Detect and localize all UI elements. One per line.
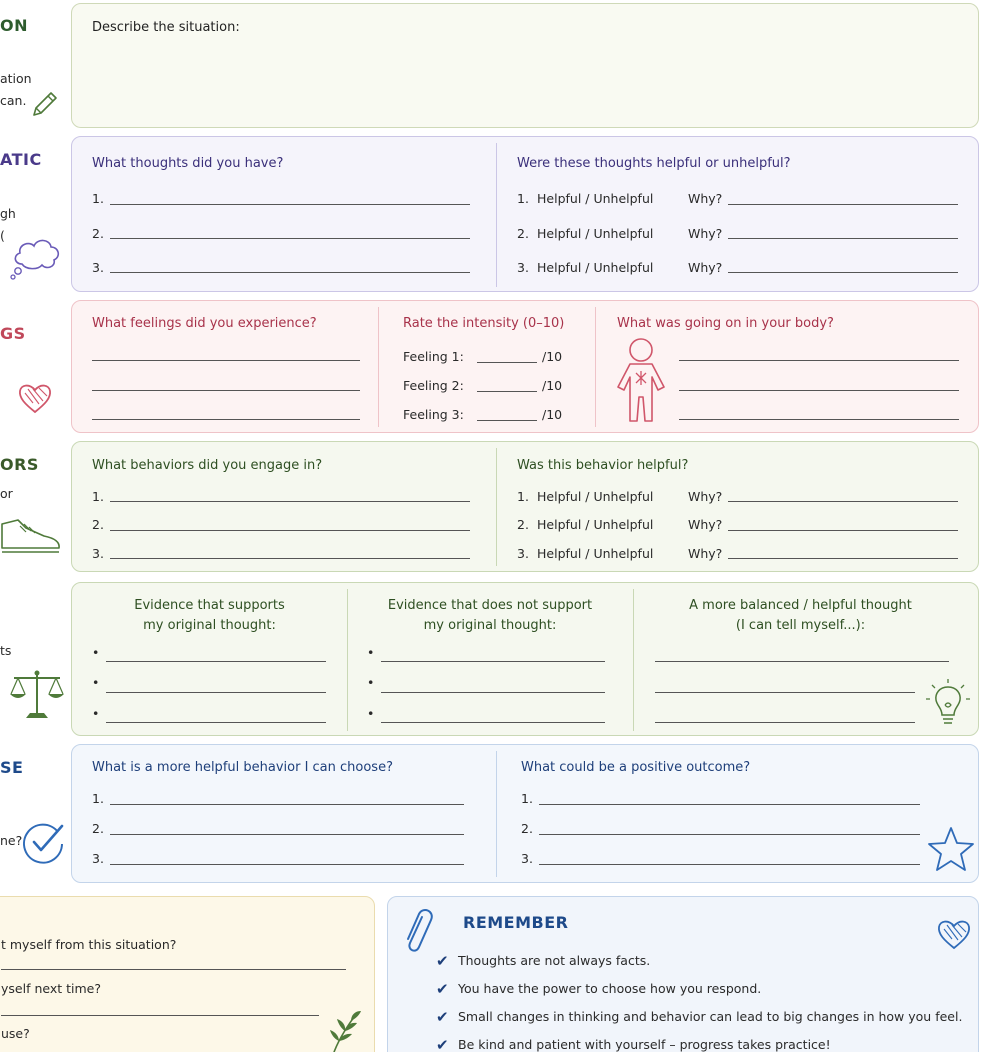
behavior-why-line-3[interactable] xyxy=(728,558,958,559)
choose-title: SE xyxy=(0,758,24,777)
behavior-eval-number-3: 3. xyxy=(517,546,529,561)
evidence-supports-line-1[interactable] xyxy=(106,661,326,662)
feeling-rating-label-3: Feeling 3: xyxy=(403,407,464,422)
behavior-eval-number-1: 1. xyxy=(517,489,529,504)
thought-number-1: 1. xyxy=(92,191,104,206)
remember-item-3: Small changes in thinking and behavior can lead to big changes in how you feel. xyxy=(458,1009,963,1024)
scales-icon xyxy=(8,666,66,722)
thought-helpful-option-3[interactable]: Helpful / Unhelpful xyxy=(537,260,654,275)
behaviors-card xyxy=(71,441,979,572)
thought-cloud-icon xyxy=(8,230,62,282)
thought-why-label-3: Why? xyxy=(688,260,723,275)
evidence-supports-line-2[interactable] xyxy=(106,692,326,693)
feelings-mid-question: Rate the intensity (0–10) xyxy=(403,316,565,331)
outcome-line-2[interactable] xyxy=(539,834,920,835)
thought-line-1[interactable] xyxy=(110,204,470,205)
evidence-against-header-2: my original thought: xyxy=(423,618,557,633)
outcome-number-2: 2. xyxy=(521,821,533,836)
balanced-thought-header-2: (I can tell myself...): xyxy=(735,618,866,633)
evidence-supports-header-2: my original thought: xyxy=(143,618,276,633)
evidence-supports-bullet-3: • xyxy=(92,706,100,721)
feelings-title: GS xyxy=(0,324,26,343)
lightbulb-icon xyxy=(924,677,972,729)
check-icon-3: ✔ xyxy=(436,1008,449,1026)
thought-number-3: 3. xyxy=(92,260,104,275)
check-icon-1: ✔ xyxy=(436,952,449,970)
evidence-against-bullet-1: • xyxy=(367,645,375,660)
behavior-number-3: 3. xyxy=(92,546,104,561)
paperclip-icon xyxy=(400,905,434,955)
choose-behavior-number-2: 2. xyxy=(92,821,104,836)
evidence-against-bullet-3: • xyxy=(367,706,375,721)
outcome-number-3: 3. xyxy=(521,851,533,866)
checkmark-circle-icon xyxy=(22,820,66,864)
balanced-thought-line-3[interactable] xyxy=(655,722,915,723)
check-icon-4: ✔ xyxy=(436,1036,449,1052)
feelings-right-question: What was going on in your body? xyxy=(617,316,834,331)
choose-card xyxy=(71,744,979,883)
remember-heart-icon xyxy=(936,917,972,951)
outcome-number-1: 1. xyxy=(521,791,533,806)
behavior-line-3[interactable] xyxy=(110,558,470,559)
behaviors-left-question: What behaviors did you engage in? xyxy=(92,458,323,473)
evidence-supports-line-3[interactable] xyxy=(106,722,326,723)
remember-item-1: Thoughts are not always facts. xyxy=(458,953,651,968)
behavior-helpful-option-1[interactable]: Helpful / Unhelpful xyxy=(537,489,654,504)
choose-behavior-number-1: 1. xyxy=(92,791,104,806)
thoughts-left-question: What thoughts did you have? xyxy=(92,156,284,171)
situation-card[interactable] xyxy=(71,3,979,128)
feelings-card xyxy=(71,300,979,433)
choose-behavior-number-3: 3. xyxy=(92,851,104,866)
thoughts-card xyxy=(71,136,979,292)
behavior-why-label-2: Why? xyxy=(688,517,723,532)
thought-eval-number-2: 2. xyxy=(517,226,529,241)
thought-helpful-option-1[interactable]: Helpful / Unhelpful xyxy=(537,191,654,206)
feeling-rating-suffix-3: /10 xyxy=(542,407,563,422)
choose-behavior-line-1[interactable] xyxy=(110,804,464,805)
behaviors-side-text-1: or xyxy=(0,486,13,501)
outcome-line-3[interactable] xyxy=(539,864,920,865)
evidence-against-line-3[interactable] xyxy=(381,722,605,723)
thought-line-3[interactable] xyxy=(110,272,470,273)
evidence-against-line-1[interactable] xyxy=(381,661,605,662)
behavior-helpful-option-3[interactable]: Helpful / Unhelpful xyxy=(537,546,654,561)
evidence-supports-bullet-2: • xyxy=(92,675,100,690)
thought-eval-number-1: 1. xyxy=(517,191,529,206)
reflect-prompt-1: t myself from this situation? xyxy=(1,937,177,952)
choose-left-question: What is a more helpful behavior I can choose? xyxy=(92,760,393,775)
body-line-1[interactable] xyxy=(679,360,959,361)
reflect-prompt-2: yself next time? xyxy=(1,981,101,996)
feelings-left-question: What feelings did you experience? xyxy=(92,316,317,331)
thoughts-title: ATIC xyxy=(0,150,42,169)
evidence-side-text-1: ts xyxy=(0,643,12,658)
star-icon xyxy=(926,825,976,875)
choose-right-question: What could be a positive outcome? xyxy=(521,760,751,775)
behavior-why-line-1[interactable] xyxy=(728,501,958,502)
feeling-rating-line-2[interactable] xyxy=(477,391,537,392)
thought-line-2[interactable] xyxy=(110,238,470,239)
situation-prompt: Describe the situation: xyxy=(92,20,240,35)
situation-title: ON xyxy=(0,16,28,35)
heart-icon xyxy=(17,381,53,415)
situation-side-text-2: can. xyxy=(0,93,27,108)
evidence-supports-bullet-1: • xyxy=(92,645,100,660)
check-icon-2: ✔ xyxy=(436,980,449,998)
feeling-rating-line-1[interactable] xyxy=(477,362,537,363)
balanced-thought-line-2[interactable] xyxy=(655,692,915,693)
reflect-card xyxy=(0,896,375,1052)
sneaker-icon xyxy=(0,514,62,556)
thought-why-line-1[interactable] xyxy=(728,204,958,205)
behavior-why-label-3: Why? xyxy=(688,546,723,561)
thoughts-right-question: Were these thoughts helpful or unhelpful? xyxy=(517,156,791,171)
behaviors-title: ORS xyxy=(0,455,39,474)
thoughts-side-text-1: gh xyxy=(0,206,16,221)
feeling-rating-suffix-2: /10 xyxy=(542,378,563,393)
feeling-rating-line-3[interactable] xyxy=(477,420,537,421)
evidence-supports-header-1: Evidence that supports xyxy=(134,598,285,613)
evidence-against-header-1: Evidence that does not support xyxy=(387,598,593,613)
choose-side-text-1: ne? xyxy=(0,833,23,848)
balanced-thought-header-1: A more balanced / helpful thought xyxy=(689,598,912,613)
choose-behavior-line-2[interactable] xyxy=(110,834,464,835)
evidence-against-bullet-2: • xyxy=(367,675,375,690)
behaviors-right-question: Was this behavior helpful? xyxy=(517,458,689,473)
reflect-line-1[interactable] xyxy=(1,969,346,970)
situation-side-text-1: ation xyxy=(0,71,32,86)
choose-behavior-line-3[interactable] xyxy=(110,864,464,865)
behavior-why-line-2[interactable] xyxy=(728,530,958,531)
thought-why-label-2: Why? xyxy=(688,226,723,241)
body-line-3[interactable] xyxy=(679,419,959,420)
remember-item-4: Be kind and patient with yourself – progress takes practice! xyxy=(458,1037,831,1052)
behavior-eval-number-2: 2. xyxy=(517,517,529,532)
feeling-line-3[interactable] xyxy=(92,419,360,420)
reflect-line-2[interactable] xyxy=(1,1015,319,1016)
behavior-line-1[interactable] xyxy=(110,501,470,502)
thoughts-side-text-2: ( xyxy=(0,228,5,243)
behavior-line-2[interactable] xyxy=(110,530,470,531)
remember-card xyxy=(387,896,979,1052)
thought-why-line-3[interactable] xyxy=(728,272,958,273)
feeling-rating-suffix-1: /10 xyxy=(542,349,563,364)
evidence-card xyxy=(71,582,979,736)
feeling-rating-label-2: Feeling 2: xyxy=(403,378,464,393)
pencil-icon xyxy=(30,89,60,119)
reflect-prompt-3: use? xyxy=(1,1026,30,1041)
remember-title: REMEMBER xyxy=(463,913,569,932)
feeling-line-2[interactable] xyxy=(92,390,360,391)
behavior-helpful-option-2[interactable]: Helpful / Unhelpful xyxy=(537,517,654,532)
remember-item-2: You have the power to choose how you respond. xyxy=(458,981,762,996)
feeling-line-1[interactable] xyxy=(92,360,360,361)
thought-eval-number-3: 3. xyxy=(517,260,529,275)
evidence-against-line-2[interactable] xyxy=(381,692,605,693)
thought-number-2: 2. xyxy=(92,226,104,241)
leaf-sprig-icon xyxy=(325,1009,363,1052)
thought-why-label-1: Why? xyxy=(688,191,723,206)
outcome-line-1[interactable] xyxy=(539,804,920,805)
behavior-why-label-1: Why? xyxy=(688,489,723,504)
behavior-number-2: 2. xyxy=(92,517,104,532)
behavior-number-1: 1. xyxy=(92,489,104,504)
balanced-thought-line-1[interactable] xyxy=(655,661,949,662)
body-line-2[interactable] xyxy=(679,390,959,391)
body-figure-icon xyxy=(612,337,670,425)
feeling-rating-label-1: Feeling 1: xyxy=(403,349,464,364)
thought-helpful-option-2[interactable]: Helpful / Unhelpful xyxy=(537,226,654,241)
thought-why-line-2[interactable] xyxy=(728,238,958,239)
